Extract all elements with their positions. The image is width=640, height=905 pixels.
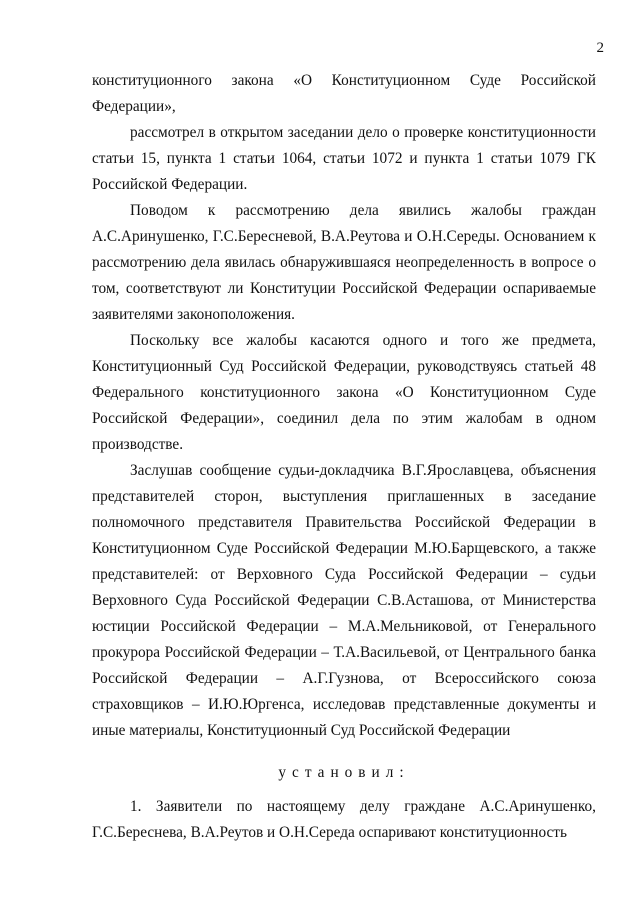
paragraph-considered: рассмотрел в открытом заседании дело о проверке конституционности статьи 15, пункта 1 статьи 1064, статьи 1072 и пункта 1 статьи 1079 ГК Российской Федерации. (92, 124, 596, 193)
paragraph-hearing: Заслушав сообщение судьи-докладчика В.Г.Ярославцева, объяснения представителей сторон, выступления приглашенных в заседание полномочного представителя Правительства Российской Федерации в Конституционном Суде Российской Федерации М.Ю.Барщевского, а также представителей: от Верховного Суда Российской Федерации – судьи Верховного Суда Российской Федерации С.В.Асташова, от Министерства юстиции Российской Федерации – М.А.Мельниковой, от Генерального прокурора Российской Федерации – Т.А.Васильевой, от Центрального банка Российской Федерации – А.Г.Гузнова, от Всероссийского союза страховщиков – И.Ю.Юргенса, исследовав представленные документы и иные материалы, Конституционный Суд Российской Федерации (92, 462, 596, 739)
paragraph-item-1: 1. Заявители по настоящему делу граждане А.С.Аринушенко, Г.С.Береснева, В.А.Реутов и О.Н.Середа оспаривают конституционность (92, 798, 596, 841)
document-body (92, 68, 596, 846)
paragraph-continuation: конституционного закона «О Конституционном Суде Российской Федерации», (92, 72, 596, 115)
paragraph-joined-cases: Поскольку все жалобы касаются одного и того же предмета, Конституционный Суд Российской Федерации, руководствуясь статьей 48 Федерального конституционного закона «О Конституционном Суде Российской Федерации», соединил дела по этим жалобам в одном производстве. (92, 332, 596, 453)
page-number: 2 (596, 40, 604, 56)
section-heading: установил: (278, 764, 410, 781)
paragraph-grounds: Поводом к рассмотрению дела явились жалобы граждан А.С.Аринушенко, Г.С.Бересневой, В.А.Реутова и О.Н.Середы. Основанием к рассмотрению дела явилась обнаружившаяся неопределенность в вопросе о том, соответствуют ли Конституции Российской Федерации оспариваемые заявителями законоположения. (92, 202, 596, 323)
